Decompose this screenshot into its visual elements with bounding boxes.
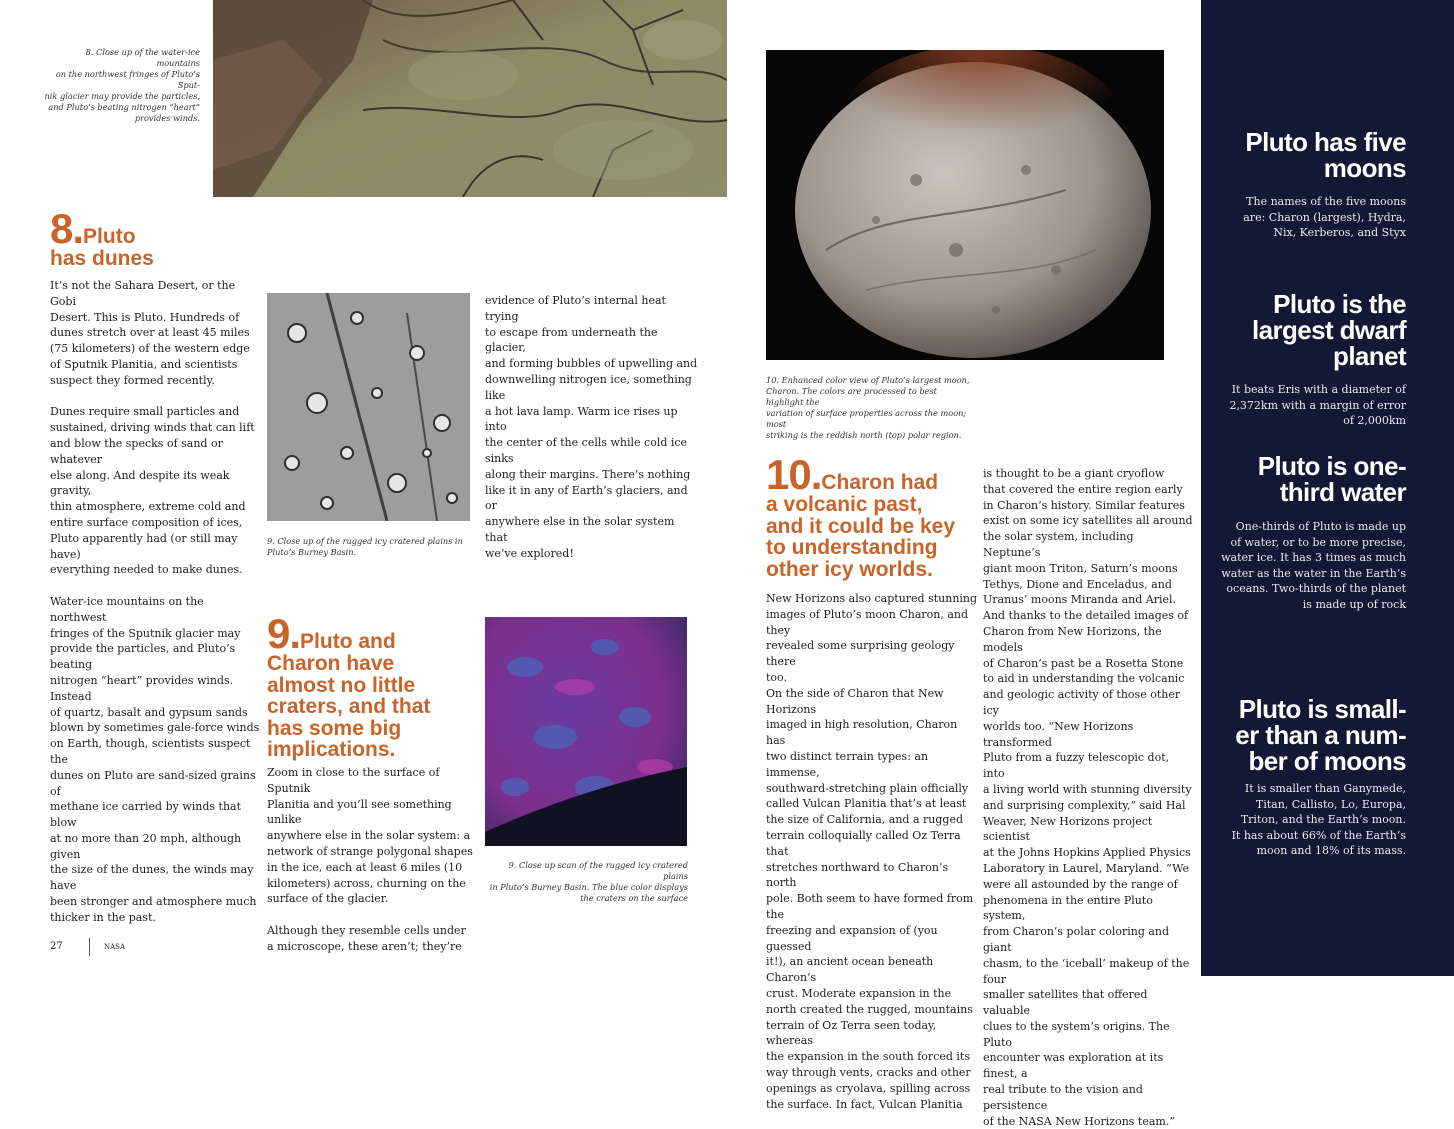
- page-number: 27: [50, 941, 63, 952]
- fact-2-title: Pluto is the largest dwarf planet: [1251, 289, 1406, 371]
- caption-8: 8. Close up of the water-ice mountains on the northwest fringes of Pluto’s Sput- nik glacier may provide the particles, and Pluto’s beating nitrogen “heart” provides winds.: [44, 47, 200, 123]
- section-9-title-rest: Charon have almost no little craters, and that has some big implications.: [267, 652, 431, 761]
- section-10-heading: [766, 451, 981, 581]
- burney-basin-scan-image: [485, 617, 687, 846]
- section-10-number: 10.: [766, 451, 822, 498]
- fact-4-text: It is smaller than Ganymede, Titan, Callisto, Lo, Europa, Triton, and the Earth’s moon. It has about 66% of the Earth’s moon and 18% of its mass.: [1231, 782, 1406, 857]
- charon-image: [766, 50, 1164, 360]
- caption-9a: 9. Close up of the rugged icy cratered plains in Pluto’s Burney Basin.: [267, 536, 463, 557]
- section-10-title-rest: a volcanic past, and it could be key to understanding other icy worlds.: [766, 493, 956, 581]
- fact-4-title: Pluto is small- er than a num- ber of moons: [1235, 694, 1406, 776]
- section-8-body-col3: evidence of Pluto’s internal heat trying to escape from underneath the glacier, and forming bubbles of upwelling and downwelling nitrogen ice, something like a hot lava lamp. Warm ice rises up into the center of the cells while cold ice sinks along their margins. There’s nothing like it in any of Earth’s glaciers, and or anywhere else in the solar system that we’ve explored!: [485, 294, 698, 560]
- section-8-body-col1: It’s not the Sahara Desert, or the Gobi Desert. This is Pluto. Hundreds of dunes stretch over at least 45 miles (75 kilometers) of the western edge of Sputnik Planitia, and scientists suspect they formed recently. Dunes require small particles and sustained, driving winds that can lift and blow the specks of sand or whatever else along. And despite its weak gravity, thin atmosphere, extreme cold and entire surface composition of ices, Pluto apparently had (or still may have) everything needed to make dunes. Water-ice mountains on the northwest fringes of the Sputnik glacier may provide the particles, and Pluto’s beating nitrogen “heart” provides winds. Instead of quartz, basalt and gypsum sands blown by sometimes gale-force winds on Earth, though, scientists suspect the dunes on Pluto are sand-sized grains of methane ice carried by winds that blow at no more than 20 mph, although given the size of the dunes, the winds may have been stronger and atmosphere much thicker in the past.: [50, 279, 260, 924]
- section-10-body-col2: is thought to be a giant cryoflow that covered the entire region early in Charon’s history. Similar features exist on some icy satellites all around the solar system, including Neptune’s giant moon Triton, Saturn’s moons Tethys, Dione and Enceladus, and Uranus’ moons Miranda and Ariel. And thanks to the detailed images of Charon from New Horizons, the models of Charon’s past be a Rosetta Stone to aid in understanding the volcanic and geologic activity of those other icy worlds too. “New Horizons transformed Pluto from a fuzzy telescopic dot, into a living world with stunning diversity and surprising complexity,” said Hal Weaver, New Horizons project scientist at the Johns Hopkins Applied Physics Laboratory in Laurel, Maryland. “We were all astounded by the range of phenomena in the entire Pluto system, from Charon’s polar coloring and giant chasm, to the ‘iceball’ makeup of the four smaller satellites that offered valuable clues to the system’s origins. The Pluto encounter was exploration at its finest, a real tribute to the vision and persistence of the NASA New Horizons team.”: [983, 467, 1193, 1128]
- section-8-number: 8.: [50, 205, 84, 252]
- facts-sidebar: [1201, 0, 1454, 976]
- section-9-heading: [267, 610, 477, 761]
- fact-3-text: One-thirds of Pluto is made up of water, or to be more precise, water ice. It has 3 times as much water as the water in the Earth’s oceans. Two-thirds of the planet is made up of rock: [1221, 520, 1406, 611]
- section-9-title-line1: Pluto and: [300, 630, 396, 653]
- caption-10: 10. Enhanced color view of Pluto’s largest moon, Charon. The colors are processed to best highlight the variation of surface properties across the moon; most striking is the reddish north (top) polar region.: [766, 375, 970, 440]
- section-8-title-line1: Pluto: [83, 225, 136, 248]
- section-8-heading: [50, 205, 250, 270]
- burney-basin-image: [267, 293, 470, 521]
- fact-2-text: It beats Eris with a diameter of 2,372km with a margin of error of 2,000km: [1229, 383, 1406, 427]
- sputnik-planitia-image: [213, 0, 727, 197]
- section-10-body-col1: New Horizons also captured stunning images of Pluto’s moon Charon, and they revealed some surprising geology there too. On the side of Charon that New Horizons imaged in high resolution, Charon has two distinct terrain types: an immense, southward-stretching plain officially called Vulcan Planitia that’s at least the size of California, and a rugged terrain colloquially called Oz Terra that stretches northward to Charon’s north pole. Both seem to have formed from the freezing and expansion of (you guessed it!), an ancient ocean beneath Charon’s crust. Moderate expansion in the north created the rugged, mountains terrain of Oz Terra seen today, whereas the expansion in the south forced its way through vents, cracks and other openings as cryolava, spilling across the surface. In fact, Vulcan Planitia: [766, 592, 978, 1111]
- footer-publication: NASA: [104, 943, 126, 951]
- section-10-title-line1: Charon had: [821, 471, 939, 494]
- section-9-body: Zoom in close to the surface of Sputnik Planitia and you’ll see something unlike anywhere else in the solar system: a network of strange polygonal shapes in the ice, each at least 6 miles (10 kilometers) across, churning on the surface of the glacier. Although they resemble cells under a microscope, these aren’t; they’re: [267, 766, 473, 953]
- footer-divider: [89, 938, 90, 956]
- fact-3-title: Pluto is one- third water: [1257, 451, 1406, 507]
- caption-9b: 9. Close up scan of the rugged icy cratered plains in Pluto’s Burney Basin. The blue color displays the craters on the surface: [489, 860, 688, 903]
- section-8-title-line2: has dunes: [50, 247, 154, 270]
- fact-1-text: The names of the five moons are: Charon (largest), Hydra, Nix, Kerberos, and Styx: [1243, 195, 1406, 239]
- section-9-number: 9.: [267, 610, 301, 657]
- fact-1-title: Pluto has five moons: [1245, 127, 1406, 183]
